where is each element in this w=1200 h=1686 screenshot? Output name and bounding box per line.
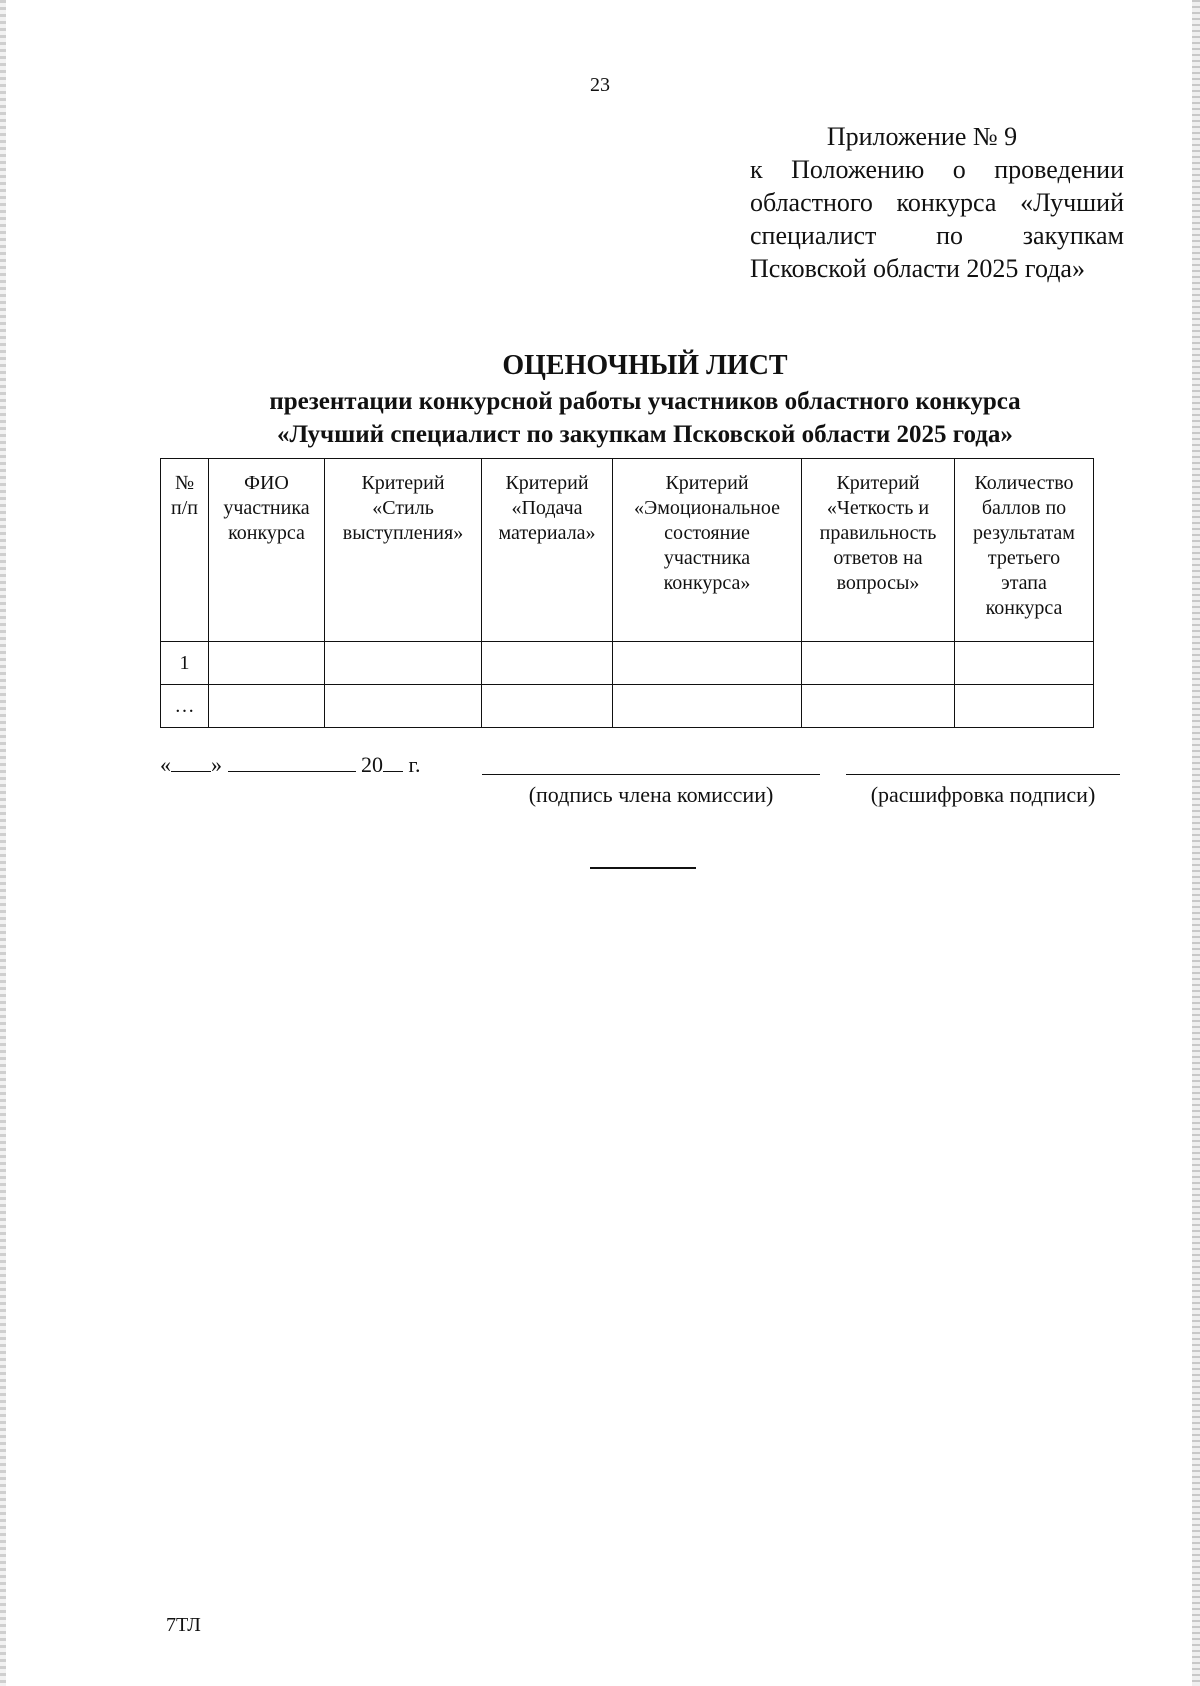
table-cell	[955, 685, 1094, 728]
header-criterion-delivery: Критерий «Подача материала»	[482, 459, 613, 642]
table-header-row	[161, 459, 1094, 642]
date-open-quote: «	[160, 752, 171, 777]
header-number: № п/п	[161, 459, 209, 642]
document-subtitle	[160, 385, 1130, 451]
signature-label: (подпись члена комиссии)	[528, 782, 774, 807]
table-cell	[802, 685, 955, 728]
page-number: 23	[590, 74, 610, 96]
table-cell	[209, 685, 325, 728]
scan-edge-left	[0, 0, 6, 1686]
table-cell	[325, 642, 482, 685]
year-blank	[383, 753, 403, 772]
row-number-cell: 1	[161, 642, 209, 685]
appendix-title: Приложение № 9	[826, 122, 1018, 151]
day-blank	[171, 753, 211, 772]
document-subtitle-line-2: «Лучший специалист по закупкам Псковской области 2025 года»	[277, 421, 1013, 448]
table-row	[161, 685, 1094, 728]
header-participant-name: ФИО участника конкурса	[209, 459, 325, 642]
closing-divider	[590, 867, 696, 869]
decoding-line	[846, 774, 1120, 775]
document-subtitle-line-1: презентации конкурсной работы участников областного конкурса	[269, 388, 1021, 415]
year-prefix: 20	[361, 752, 383, 777]
year-suffix: г.	[408, 752, 421, 777]
table-cell	[613, 642, 802, 685]
table-row	[161, 642, 1094, 685]
document-title: ОЦЕНОЧНЫЙ ЛИСТ	[502, 350, 788, 381]
scan-edge-right	[1192, 0, 1200, 1686]
footer-code: 7ТЛ	[166, 1614, 201, 1636]
table-cell	[325, 685, 482, 728]
signature-line	[482, 774, 820, 775]
row-number-cell: …	[161, 685, 209, 728]
header-total-score: Количество баллов по результатам третьего этапа конкурса	[955, 459, 1094, 642]
table-cell	[209, 642, 325, 685]
table-cell	[482, 642, 613, 685]
header-criterion-style: Критерий «Стиль выступления»	[325, 459, 482, 642]
table-cell	[613, 685, 802, 728]
month-blank	[228, 753, 356, 772]
decoding-label: (расшифровка подписи)	[870, 782, 1096, 807]
table-cell	[482, 685, 613, 728]
table-cell	[802, 642, 955, 685]
appendix-text: к Положению о проведении областного конкурса «Лучший специалист по закупкам Псковской области 2025 года»	[750, 155, 1124, 283]
table-cell	[955, 642, 1094, 685]
header-criterion-answers: Критерий «Четкость и правильность ответов на вопросы»	[802, 459, 955, 642]
date-close-quote: »	[211, 752, 222, 777]
evaluation-table	[160, 458, 1094, 728]
header-criterion-emotional-state: Критерий «Эмоциональное состояние участника конкурса»	[613, 459, 802, 642]
appendix-block	[750, 120, 1124, 285]
date-field	[160, 752, 421, 778]
